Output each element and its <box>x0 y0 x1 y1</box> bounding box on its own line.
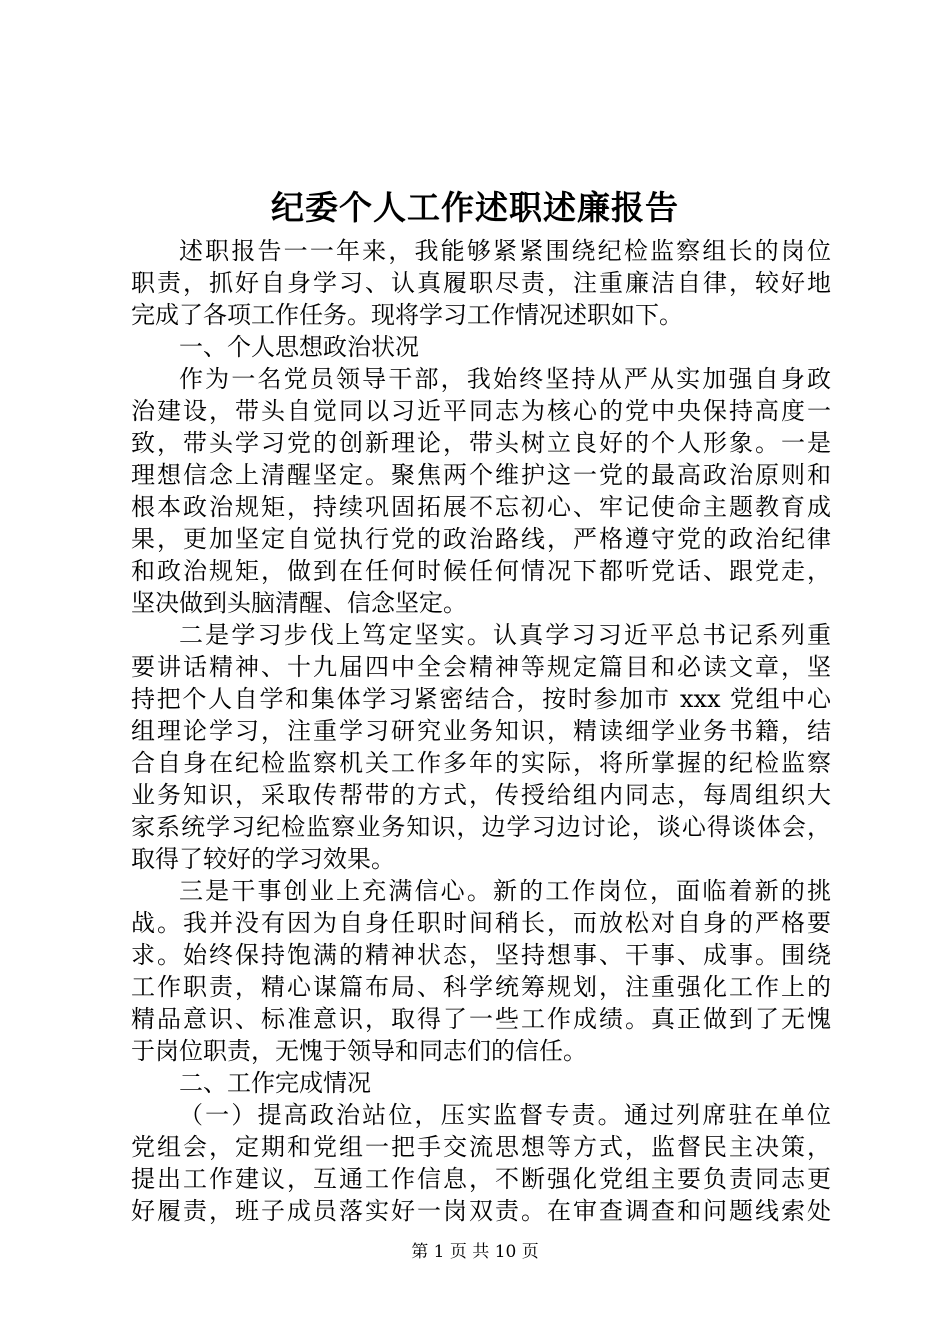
document-body <box>131 235 831 1227</box>
text-line: 和政治规矩，做到在任何时候任何情况下都听党话、跟党走， <box>131 557 831 585</box>
text-line: 持把个人自学和集体学习紧密结合，按时参加市 xxx 党组中心 <box>131 685 831 713</box>
text-line: 求。始终保持饱满的精神状态，坚持想事、干事、成事。围绕 <box>131 941 831 969</box>
text-line: 述职报告一一年来，我能够紧紧围绕纪检监察组长的岗位 <box>179 237 831 265</box>
text-line: 作为一名党员领导干部，我始终坚持从严从实加强自身政 <box>179 365 831 393</box>
text-line: 完成了各项工作任务。现将学习工作情况述职如下。 <box>131 301 683 329</box>
text-line: 职责，抓好自身学习、认真履职尽责，注重廉洁自律，较好地 <box>131 269 831 297</box>
text-line: 果，更加坚定自觉执行党的政治路线，严格遵守党的政治纪律 <box>131 525 831 553</box>
text-line: 提出工作建议，互通工作信息，不断强化党组主要负责同志更 <box>131 1165 831 1193</box>
document-title: 纪委个人工作述职述廉报告 <box>271 188 679 227</box>
text-line: 战。我并没有因为自身任职时间稍长，而放松对自身的严格要 <box>131 909 831 937</box>
text-line: 精品意识、标准意识，取得了一些工作成绩。真正做到了无愧 <box>131 1005 831 1033</box>
text-line: 二是学习步伐上笃定坚实。认真学习习近平总书记系列重 <box>179 621 831 649</box>
text-line: 取得了较好的学习效果。 <box>131 845 395 873</box>
text-line: 根本政治规矩，持续巩固拓展不忘初心、牢记使命主题教育成 <box>131 493 831 521</box>
text-line: 致，带头学习党的创新理论，带头树立良好的个人形象。一是 <box>131 429 831 457</box>
text-line: 三是干事创业上充满信心。新的工作岗位，面临着新的挑 <box>179 877 831 905</box>
text-line: 工作职责，精心谋篇布局、科学统筹规划，注重强化工作上的 <box>131 973 831 1001</box>
text-line: 党组会，定期和党组一把手交流思想等方式，监督民主决策， <box>131 1133 831 1161</box>
text-line: 要讲话精神、十九届四中全会精神等规定篇目和必读文章，坚 <box>131 653 831 681</box>
text-line: 业务知识，采取传帮带的方式，传授给组内同志，每周组织大 <box>131 781 831 809</box>
text-line: 治建设，带头自觉同以习近平同志为核心的党中央保持高度一 <box>131 397 831 425</box>
text-line: 好履责，班子成员落实好一岗双责。在审查调查和问题线索处 <box>131 1197 831 1225</box>
text-line: 家系统学习纪检监察业务知识，边学习边讨论，谈心得谈体会， <box>131 813 831 841</box>
text-line: 理想信念上清醒坚定。聚焦两个维护这一党的最高政治原则和 <box>131 461 831 489</box>
text-line: 坚决做到头脑清醒、信念坚定。 <box>131 589 467 617</box>
page-footer: 第 1 页 共 10 页 <box>411 1242 539 1262</box>
text-line: 二、工作完成情况 <box>179 1069 371 1097</box>
text-line: 一、个人思想政治状况 <box>179 333 419 361</box>
text-line: 于岗位职责，无愧于领导和同志们的信任。 <box>131 1037 587 1065</box>
text-line: 组理论学习，注重学习研究业务知识，精读细学业务书籍，结 <box>131 717 831 745</box>
text-line: （一）提高政治站位，压实监督专责。通过列席驻在单位 <box>179 1101 831 1129</box>
text-line: 合自身在纪检监察机关工作多年的实际，将所掌握的纪检监察 <box>131 749 831 777</box>
